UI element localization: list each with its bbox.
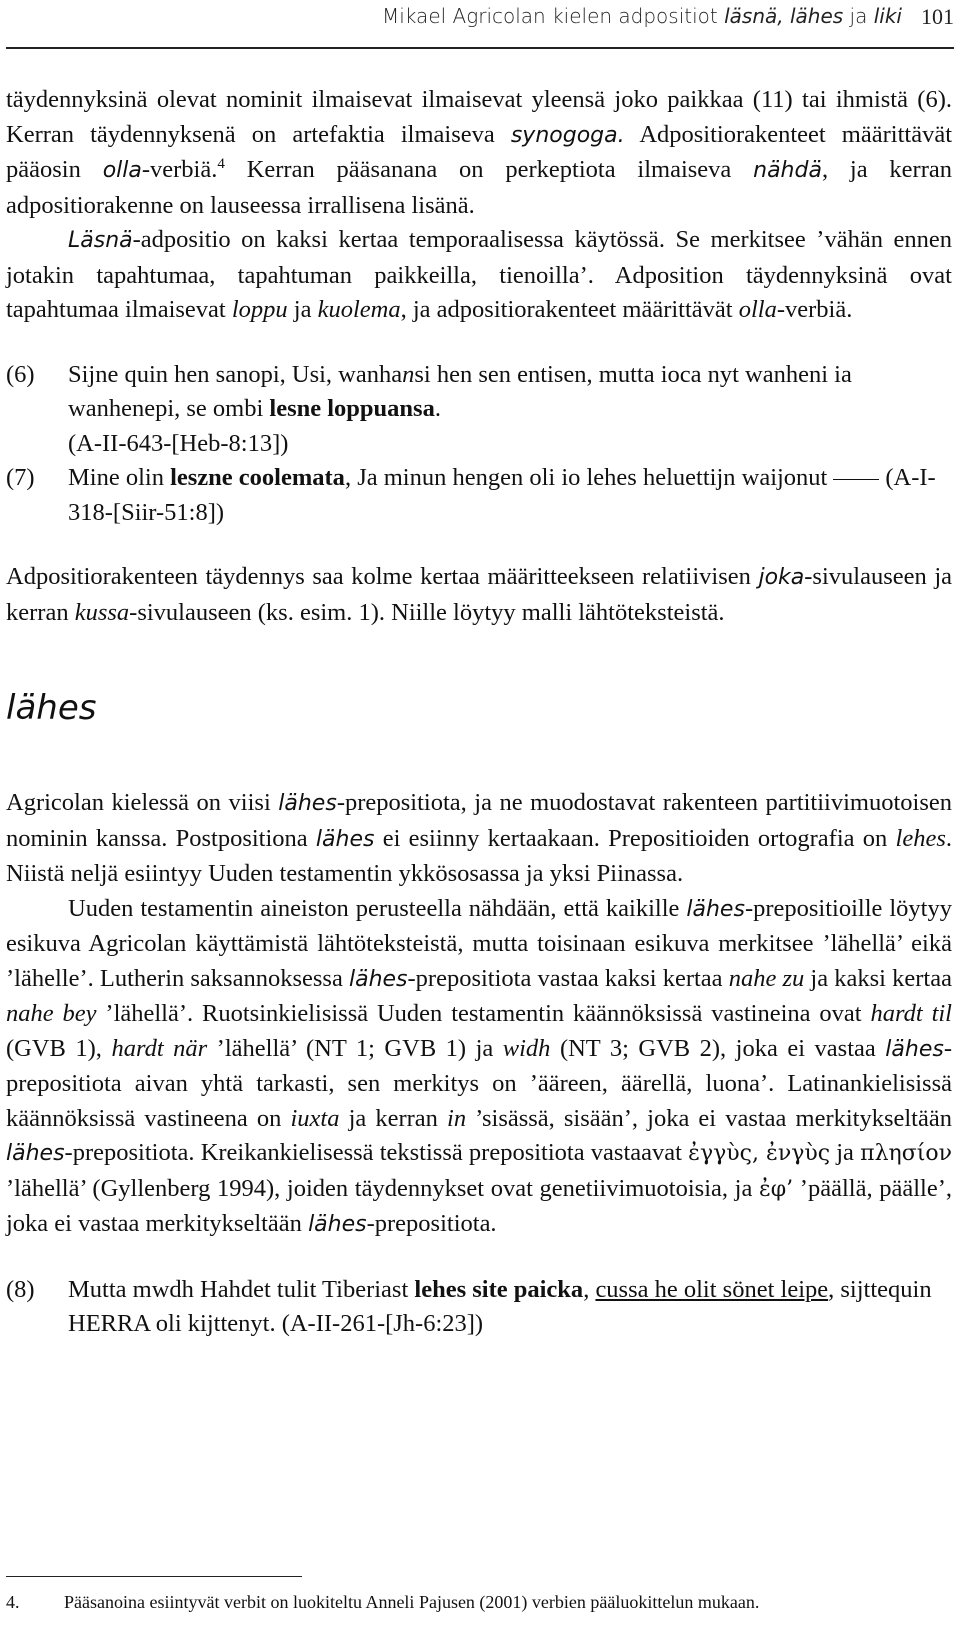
example-number: (8) <box>6 1275 35 1303</box>
example-reference: (A-II-643-[Heb-8:13]) <box>68 429 289 457</box>
example-number: (6) <box>6 360 35 388</box>
body-text <box>6 83 952 1342</box>
paragraph-4: Agricolan kielessä on viisi lähes-prepositiota, ja ne muodostavat rakenteen partitiivimuotoisen nominin kanssa. Postpositiona lähes ei esiinny kertaakaan. Prepositioiden ortografia on lehes. Niistä neljä esiintyy Uuden testamentin ykkösosassa ja yksi Piinassa. <box>6 789 952 887</box>
paragraph-3: Adpositiorakenteen täydennys saa kolme kertaa määritteekseen relatiivisen joka-sivulauseen ja kerran kussa-sivulauseen (ks. esim. 1). Niille löytyy malli lähtöteksteistä. <box>6 563 953 626</box>
example-text: Mutta mwdh Hahdet tulit Tiberiast lehes site paicka, cussa he olit sönet leipe, sijttequin HERRA oli kijttenyt. (A-II-261-[Jh-6:23]) <box>68 1275 932 1337</box>
section-heading: lähes <box>6 688 97 728</box>
example-8 <box>6 1273 952 1342</box>
example-reference: (A-I-318-[Siir-51:8]) <box>68 464 936 526</box>
paragraph-5: Uuden testamentin aineiston perusteella nähdään, että kaikille lähes-prepositioille löytyy esikuva Agricolan käyttämistä lähtöteksteistä, mutta toisinaan esikuva merkitsee ’lähellä’ eikä ’lähelle’. Lutherin saksannoksessa lähes-prepositiota vastaa kaksi kertaa nahe zu ja kaksi kertaa nahe bey ’lähellä’. Ruotsinkielisissä Uuden testamentin käännöksissä vastineina ovat hardt til (GVB 1), hardt när ’lähellä’ (NT 1; GVB 1) ja widh (NT 3; GVB 2), joka ei vastaa lähes-prepositiota aivan yhtä tarkasti, sen merkitys on ’ääreen, äärellä, luona’. Latinankielisissä käännöksissä vastineena on iuxta ja kerran in ’sisässä, sisään’, joka ei vastaa merkitykseltään lähes-prepositiota. Kreikankielisessä tekstissä prepositiota vastaavat ἐγγὺς, ἐνγὺς ja πλησίον ’lähellä’ (Gyllenberg 1994), joiden täydennykset ovat genetiivimuotoisia, ja ἐφ’ ’päällä, päälle’, joka ei vastaa merkitykseltään lähes-prepositiota. <box>6 894 952 1237</box>
example-text: Mine olin leszne coolemata, Ja minun hengen oli io lehes heluettijn waijonut (A-I-318-[Siir-51:8]) <box>68 464 936 526</box>
example-7 <box>6 461 952 530</box>
running-header <box>6 4 954 42</box>
page-number: 101 <box>921 4 954 29</box>
footnote-number: 4. <box>6 1592 20 1612</box>
footnote-rule <box>6 1576 302 1577</box>
paragraph-1: täydennyksinä olevat nominit ilmaisevat ilmaisevat yleensä joko paikkaa (11) tai ihmistä (6). Kerran täydennyksenä on artefaktia ilmaiseva synogoga. Adpositiorakenteet määrittävät pääosin olla-verbiä.$^4$ Kerran pääsanana on perkeptiota ilmaiseva nähdä, ja kerran adpositiorakenne on lauseessa irrallisena lisänä. <box>6 86 952 219</box>
example-number: (7) <box>6 464 35 491</box>
example-text: Sijne quin hen sanopi, Usi, wanhansi hen sen entisen, mutta ioca nyt wanheni ia wanhenepi, se ombi lesne loppuansa. (A-II-643-[Heb-8:13]) <box>68 360 852 457</box>
omission-dash <box>833 479 879 480</box>
footnote <box>6 1590 952 1614</box>
header-rule <box>6 47 954 49</box>
running-head: Mikael Agricolan kielen adpositiot läsnä, lähes ja liki <box>382 4 902 28</box>
example-6 <box>6 358 952 462</box>
footnote-text: Pääsanoina esiintyvät verbit on luokiteltu Anneli Pajusen (2001) verbien pääluokittelun mukaan. <box>64 1592 760 1612</box>
footnote-ref: 4 <box>217 155 225 172</box>
paragraph-2: Läsnä-adpositio on kaksi kertaa temporaalisessa käytössä. Se merkitsee ’vähän ennen jotakin tapahtumaa, tapahtuman paikkeilla, tienoilla’. Adposition täydennyksinä ovat tapahtumaa ilmaisevat loppu ja kuolema, ja adpositiorakenteet määrittävät olla-verbiä. <box>6 226 952 323</box>
